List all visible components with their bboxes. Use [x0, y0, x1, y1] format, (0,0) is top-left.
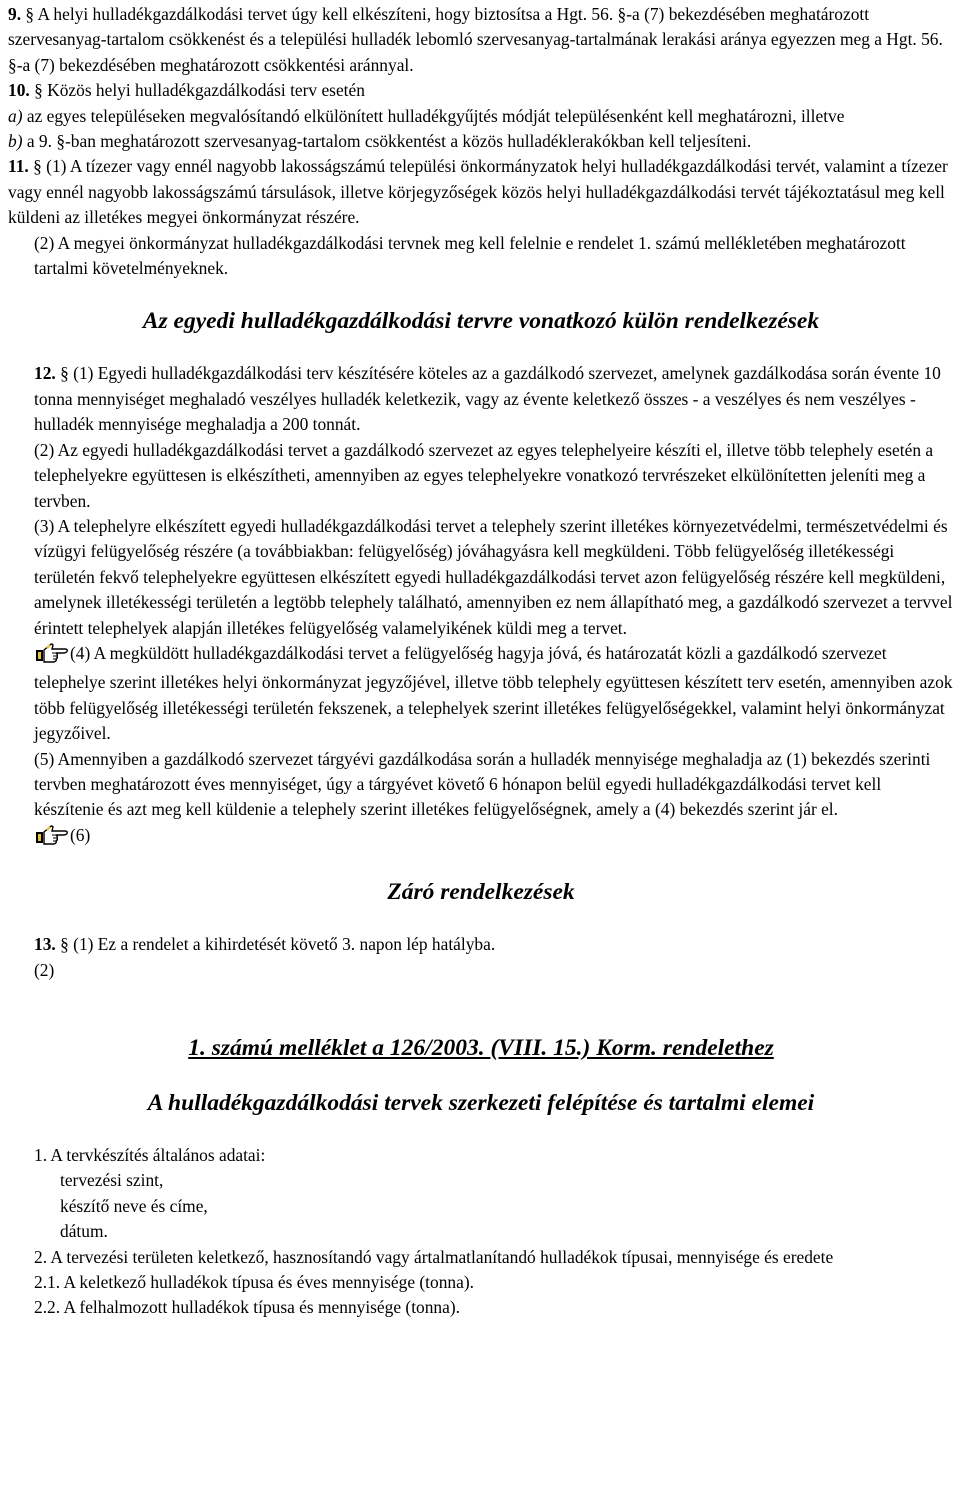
spacer — [8, 281, 954, 306]
annex-subtitle: A hulladékgazdálkodási tervek szerkezeti felépítése és tartalmi elemei — [147, 1090, 815, 1116]
spacer — [8, 1008, 954, 1033]
document-page — [8, 2, 954, 1321]
item-label: a) — [8, 105, 23, 126]
section-number: 10. — [8, 80, 30, 101]
annex-list-item-2-2: 2.2. A felhalmozott hulladékok típusa és mennyisége (tonna). — [34, 1297, 460, 1318]
section-12-para-1 — [8, 361, 954, 437]
section-text: § (1) A tízezer vagy ennél nagyobb lakosságszámú települési önkormányzatok helyi hulladékgazdálkodási tervét, valamint a tízezer vagy ennél nagyobb lakosságszámú társulások, illetve körjegyzőségek közös helyi hulladékgazdálkodási tervét tájékoztatásul meg kell küldeni az illetékes megyei önkormányzat részére. — [8, 156, 948, 228]
section-12-para-2: (2) Az egyedi hulladékgazdálkodási tervet a gazdálkodó szervezet az egyes telephelyeire készíti el, illetve több telephely esetén a telephelyekre együttesen is elkészítheti, amennyiben az egyes telephelyekre vonatkozó tervrészeket elkülönítetten jeleníti meg a tervben. — [34, 439, 934, 511]
section-number: 9. — [8, 4, 22, 24]
section-text: § Közös helyi hulladékgazdálkodási terv esetén — [34, 80, 365, 101]
spacer — [8, 983, 954, 1008]
section-number: 11. — [8, 156, 29, 177]
section-10-item-a — [8, 104, 954, 129]
item-label: b) — [8, 131, 23, 152]
section-9 — [8, 2, 954, 78]
section-12-para-4 — [8, 641, 954, 747]
section-text: (4) A megküldött hulladékgazdálkodási tervet a felügyelőség hagyja jóvá, és határozatát közli a gazdálkodó szervezet telephelye szerint illetékes helyi önkormányzat jegyzőjével, illetve több telephely együttesen készített terv esetén, amennyiben azok több felügyelőség illetékességi területén fekszenek, a telephelyek szerint illetékes felügyelőségekkel, valamint helyi önkormányzat jegyzőivel. — [34, 642, 953, 744]
annex-list-item-2-1: 2.1. A keletkező hulladékok típusa és éves mennyisége (tonna). — [34, 1272, 474, 1293]
annex-sublist-item: készítő neve és címe, — [60, 1195, 208, 1216]
section-12-para-6 — [8, 823, 954, 852]
spacer — [8, 1063, 954, 1088]
pointing-hand-icon — [34, 823, 68, 852]
section-13-para-1 — [8, 932, 954, 957]
annex-sublist-item: tervezési szint, — [60, 1170, 164, 1191]
item-text: a 9. §-ban meghatározott szervesanyag-tartalom csökkentést a közös hulladéklerakókban kell teljesíteni. — [26, 131, 752, 152]
section-11-para-1 — [8, 154, 954, 230]
section-11-para-2: (2) A megyei önkormányzat hulladékgazdálkodási tervnek meg kell felelnie e rendelet 1. számú mellékletében meghatározott tartalmi követelményeknek. — [34, 232, 906, 279]
pointing-hand-icon — [34, 641, 68, 670]
spacer — [8, 907, 954, 932]
section-12-para-5: (5) Amennyiben a gazdálkodó szervezet tárgyévi gazdálkodása során a hulladék mennyisége meghaladja az (1) bekezdés szerinti tervben meghatározott éves mennyiséget, úgy a tárgyévet követő 6 hónapon belül egyedi hulladékgazdálkodási tervet kell készítenie és azt meg kell küldenie a telephely szerint illetékes felügyelőségnek, amely a (4) bekezdés szerint jár el. — [34, 748, 931, 820]
section-13-para-2: (2) — [34, 959, 55, 980]
spacer — [8, 1118, 954, 1143]
heading-egyedi: Az egyedi hulladékgazdálkodási tervre vonatkozó külön rendelkezések — [142, 308, 820, 335]
annex-list-item-1: 1. A tervkészítés általános adatai: — [34, 1145, 266, 1165]
section-text: (6) — [70, 824, 91, 845]
section-number: 13. — [34, 934, 56, 955]
item-text: az egyes településeken megvalósítandó elkülönített hulladékgyűjtés módját településenként kell meghatározni, illetve — [26, 105, 845, 126]
section-10-intro — [8, 78, 954, 103]
section-text: § A helyi hulladékgazdálkodási tervet úgy kell elkészíteni, hogy biztosítsa a Hgt. 56. §-a (7) bekezdésében meghatározott szervesanyag-tartalom csökkenést és a települési hulladék lebomló szervesanyag-tartalmának lerakási aránya egyezzen meg a Hgt. 56. §-a (7) bekezdésében meghatározott csökkentési aránnyal. — [8, 4, 943, 75]
annex-title: 1. számú melléklet a 126/2003. (VIII. 15.) Korm. rendelethez — [188, 1035, 774, 1061]
section-text: § (1) Egyedi hulladékgazdálkodási terv készítésére köteles az a gazdálkodó szervezet, amelynek gazdálkodása során évente 10 tonna mennyiséget meghaladó veszélyes hulladék keletkezik, vagy az évente keletkező összes - a veszélyes és nem veszélyes - hulladék mennyisége meghaladja a 200 tonnát. — [34, 363, 941, 435]
annex-sublist-item: dátum. — [60, 1221, 108, 1242]
annex-list-item-2: 2. A tervezési területen keletkező, hasznosítandó vagy ártalmatlanítandó hulladékok típusai, mennyisége és eredete — [34, 1246, 834, 1267]
spacer — [8, 336, 954, 361]
section-10-item-b — [8, 129, 954, 154]
heading-zaro: Záró rendelkezések — [387, 879, 575, 906]
spacer — [8, 852, 954, 877]
section-12-para-3: (3) A telephelyre elkészített egyedi hulladékgazdálkodási tervet a telephely szerint illetékes környezetvédelmi, természetvédelmi és vízügyi felügyelőség részére (a továbbiakban: felügyelőség) jóváhagyásra kell megküldeni. Több felügyelőség illetékességi területén fekvő telephelyekre együttesen elkészített egyedi hulladékgazdálkodási tervet azon felügyelőség részére kell megküldeni, amelynek illetékességi területén a legtöbb telephely található, amennyiben ez nem állapítható meg, a gazdálkodó szervezet a tervvel érintett telephelyek alapján illetékes felügyelőség valamelyikének küldi meg a tervet. — [34, 515, 953, 638]
section-number: 12. — [34, 363, 56, 384]
section-text: § (1) Ez a rendelet a kihirdetését követő 3. napon lép hatályba. — [60, 934, 496, 955]
